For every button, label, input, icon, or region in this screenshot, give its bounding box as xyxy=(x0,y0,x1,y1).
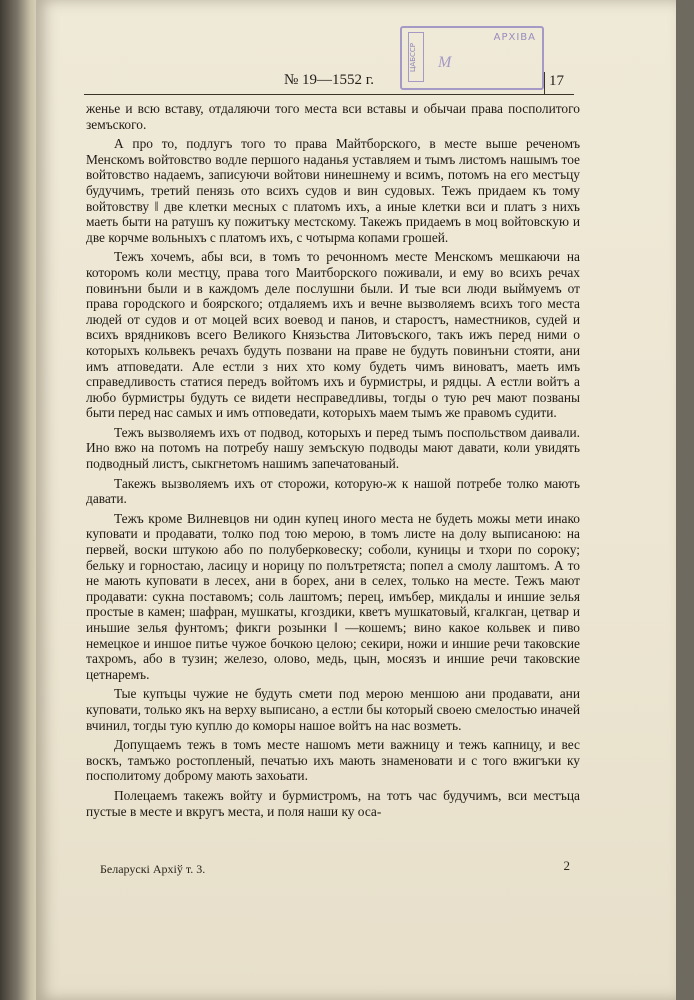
page-footer xyxy=(100,858,570,882)
header-divider xyxy=(544,72,545,94)
signature-mark: 2 xyxy=(563,858,570,873)
paragraph: Тые купъцы чужие не будуть смети под мерою меншою ани продавати, ани куповати, только якъ на верху выписано, а естли бы который своею смелостью иначей вчинил, тогды тую куплю до коморы нашое войтъ на нас возметь. xyxy=(86,686,580,733)
document-number: № 19—1552 г. xyxy=(283,72,375,88)
paragraph: женье и всю вставу, отдаляючи того места вси вставы и обычаи права посполитого земъского. xyxy=(86,101,580,132)
paragraph: Тежъ вызволяемъ ихъ от подвод, которыхъ и перед тымъ поспольством даивали. Ино вжо на потомъ на потребу нашу земъскую подводы мают давати, коли увидять подводный листъ, сыкгнетомъ нашимъ запечатованый. xyxy=(86,424,580,472)
book-spine xyxy=(0,0,38,1000)
stamp-text: АРХІВА xyxy=(493,32,536,43)
paragraph: Полецаемъ такежъ войту и бурмистромъ, на тотъ час будучимъ, вси местъца пустые в месте и вкругъ места, и поля наши ку оса- xyxy=(86,787,580,819)
paragraph: Тежъ хочемъ, абы вси, в томъ то речонномъ месте Менскомъ мешкаючи на которомъ коли местцу, права того Маитборского поживали, и ему во всихъ речах повинъни были и в каждомъ деле послушни были. И тые вси люди выймуемъ от права городского и боярского; отдаляемъ ихъ и вечне вызволяемъ всихъ того места людей от судов и от моцей всих воевод и панов, и старостъ, наместников, судей и всихъ врядниковъ всего Великого Князьства Литовъского, такъ ижъ перед ними о которыхъ кольвекъ речахъ будуть позвани на праве не будуть повинъни стояти, ани имъ атповедати. Але естли з них хто кому будеть чимъ виноватъ, маеть имъ справедливость статися передъ войтомъ ихъ и бурмистры, и рядцы. А естли войтъ а любо бурмистры будуть се видети несправедливы, тогды о тую реч мают позваны быти перед нас самых и имъ отповедати, которыхъ маем тымъ же правомъ судити. xyxy=(86,249,580,421)
document-body xyxy=(86,101,580,823)
archive-reference: Беларускі Архіў т. 3. xyxy=(100,862,206,876)
running-header xyxy=(84,72,574,95)
stamp-tag: ЦАБССР xyxy=(408,32,424,82)
stamp-signature: М xyxy=(438,54,452,71)
paragraph: Такежъ вызволяемъ ихъ от сторожи, которую-ж к нашой потребе толко мають давати. xyxy=(86,475,580,507)
paragraph: А про то, подлугъ того то права Майтборского, в месте выше реченомъ Менскомъ войтовство водле першого наданья уставляем и тымъ листомъ нашымъ тое войтовство надаемъ, записуючи войтови нинешнему и всимъ, потомъ на его местъцу будучимъ, третий пенязь ото всихъ судов и вин судовых. Тежъ придаем къ тому войтовству ‖ две клетки месных с платомъ ихъ, а иные клетки вси и платъ з нихъ маеть быти на ратушъ ку пожитъку местскому. Такежъ придаемъ в моц войтовскую и две корчме вольныхъ с платомъ ихъ, с чотырма копами грошей. xyxy=(86,136,580,245)
paragraph: Допущаемъ тежъ в томъ месте нашомъ мети важницу и тежъ капницу, и вес воскъ, тамъжо ростопленый, печатью ихъ мають знаменовати и с того вжигъки ку посполитому доброму мають захоьати. xyxy=(86,737,580,784)
page-number: 17 xyxy=(549,73,564,89)
paragraph: Тежъ кроме Вилневцов ни один купец иного места не будеть можы мети инако куповати и продавати, толко под тою мерою, в томъ листе на долу выписаною: на первей, воски штукою або по полуберковеску; соболи, куницы и тхори по сороку; бельку и горностаю, ласицу и норицу по полътретяста; попел а смолу лаштомъ. А то не мають куповати в лесех, ани в борех, ани в селех, только на месте. Тежъ мают продавати: сукна поставомъ; соль лаштомъ; перец, имъбер, микдалы и иншие зелья простые в камен; шафран, мушкаты, кгоздики, кветъ мушкатовый, кгалкган, цетвар и иньшие зелья фунтомъ; фикги розынки ‖ —кошемъ; вино какое кольвек и пиво немецкое и иншое питье чужое бочкою целою; секири, ножи и иншие речи таковские тахромъ, або в тузин; железо, олово, медь, цын, мосязъ и иншие речи таковские цетнаремъ. xyxy=(86,510,580,682)
